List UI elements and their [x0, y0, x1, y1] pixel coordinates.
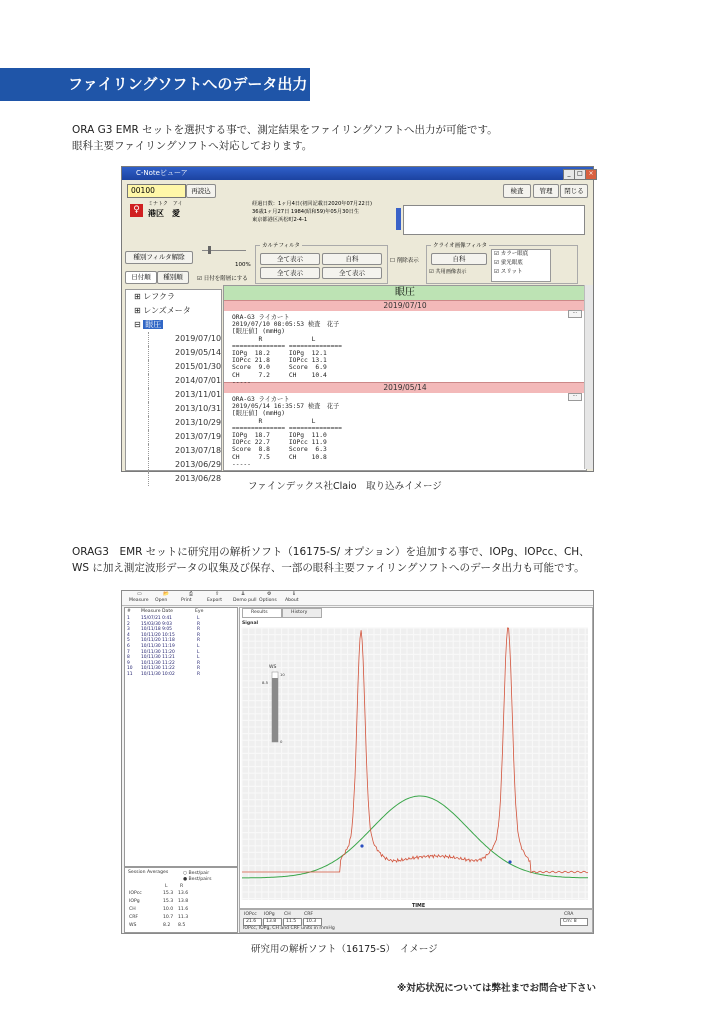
karte-self-button[interactable]: 自科	[322, 253, 382, 265]
tab-type-order[interactable]: 種別順	[157, 271, 189, 284]
karte-all-button-3[interactable]: 全て表示	[322, 267, 382, 279]
patient-info-line-2: 36歳1ヶ月27日 1984(昭和59)年05月30日生	[252, 209, 360, 215]
record-menu-icon[interactable]: ⋯	[568, 393, 582, 401]
analysis-software-screenshot	[121, 590, 594, 934]
measurement-cell: 6	[127, 644, 130, 649]
record-text: ORA-G3 ライカート 2019/05/14 16:35:57 検査 花子 [眼圧値] (mmHg) R L ============== ============== IOPg 18.7 IOPg 11.0 IOPcc 22.7 IOPcc 11.9 Score 8.8 Score 6.3 CH 7.5 CH 10.8 -----	[232, 396, 342, 468]
summary-value-field	[283, 918, 302, 926]
client-self-button[interactable]: 自科	[431, 253, 487, 265]
toolbar-button[interactable]	[284, 591, 308, 605]
patient-info-line-3: 東京都港区浜松町2-4-1	[252, 217, 308, 223]
avg-cell: IOPg	[129, 899, 140, 904]
delete-show-label: 削除表示	[396, 258, 419, 264]
summary-value: 10.3	[306, 919, 317, 924]
signal-label: Signal	[242, 621, 259, 626]
ws-gauge	[272, 672, 278, 742]
image-type-list[interactable]	[491, 249, 551, 282]
toolbar-button[interactable]	[258, 591, 282, 605]
tree-item-label: レンズメータ	[143, 306, 191, 315]
tree-item-label: 眼圧	[145, 320, 162, 329]
caption-analysis: 研究用の解析ソフト（16175-S） イメージ	[251, 944, 438, 955]
caption-claio: ファインデックス社Claio 取り込みイメージ	[248, 481, 442, 492]
summary-label: CRF	[304, 912, 314, 917]
measurement-cell: 10/11/30 11:21	[141, 655, 175, 661]
measurement-cell: R	[197, 666, 201, 672]
list-header-number: #	[127, 609, 131, 614]
toolbar-button-label: Open	[155, 598, 168, 603]
panel-scrollbar[interactable]	[584, 285, 593, 469]
window-title-bar	[122, 167, 593, 180]
zoom-slider-thumb[interactable]	[208, 246, 211, 254]
measurement-cell: 10	[127, 666, 133, 672]
measurement-cell: 5	[127, 638, 130, 644]
measurement-cell: 15/07/21 0:41	[141, 616, 172, 621]
ws-scale-value: 8.5	[262, 680, 269, 685]
avg-cell: CRF	[129, 915, 139, 920]
section-banner: ファイリングソフトへのデータ出力	[0, 68, 310, 101]
avg-option-1[interactable]: ○ Best/pair	[183, 871, 210, 876]
avg-cell: 10.7	[163, 915, 174, 920]
avg-cell: 13.6	[178, 891, 189, 896]
close-icon[interactable]: ×	[585, 169, 597, 180]
avg-col-left: L	[165, 884, 168, 889]
measurement-cell: 10/11/20 11:18	[141, 638, 175, 644]
record-date-header: 2019/07/10	[224, 300, 586, 311]
analysis-toolbar	[122, 591, 593, 606]
status-note: IOPcc, IOPg, CH and CRF units in mmHg	[243, 926, 335, 931]
measurement-cell: 10/11/30 11:20	[141, 649, 175, 655]
patient-gender-icon: ♀	[130, 204, 143, 217]
image-type-label: カラー眼底	[500, 251, 529, 257]
avg-cell: 10.0	[163, 907, 174, 912]
cra-value: Cm: 8	[563, 919, 577, 924]
results-summary-bar	[239, 909, 593, 933]
window-title: C-Noteビューア	[136, 169, 188, 177]
maximize-icon[interactable]: □	[574, 169, 586, 180]
ws-scale-bottom: 0	[280, 739, 283, 744]
measurement-cell: R	[197, 660, 201, 666]
section2-line-1: ORAG3 EMR セットに研究用の解析ソフト（16175-S/ オプション）を追加する事で、IOPg、IOPcc、CH、	[72, 546, 590, 558]
tab-history[interactable]	[282, 608, 322, 618]
patient-info-line-1: 経過日数：1ヶ月4日(初回記載日2020年07月22日)	[252, 201, 373, 207]
date-priority-checkbox[interactable]: ☑ 日付を階層にする	[197, 276, 248, 282]
intro-line-2: 眼科主要ファイリングソフトへ対応しております。	[72, 140, 313, 152]
toolbar-icon: ℹ	[293, 591, 295, 597]
measurement-cell: L	[197, 616, 200, 621]
image-type-label: スリット	[500, 269, 523, 275]
image-type-item[interactable]: ☑ スリット	[494, 269, 523, 275]
summary-value: 21.6	[246, 919, 257, 924]
record-tree[interactable]	[125, 289, 222, 483]
measurement-cell: 10/11/20 10:15	[141, 632, 175, 638]
tree-date-item[interactable]: 2013/10/29	[148, 416, 221, 430]
list-header-date: Measure Date	[141, 609, 173, 614]
karte-all-button-1[interactable]: 全て表示	[260, 253, 320, 265]
measurement-cell: 10/11/30 11:19	[141, 644, 175, 649]
patient-id-field[interactable]: 00100	[127, 184, 186, 198]
toolbar-button-label: Measure	[129, 598, 149, 603]
reload-button[interactable]: 再読込	[186, 184, 216, 198]
averages-title: Session Averages	[128, 870, 169, 875]
avg-option-label: Best/pairs	[188, 877, 212, 882]
filter-release-button[interactable]: 種別フィルタ解除	[125, 251, 193, 264]
toolbar-icon: ⎙	[189, 591, 194, 597]
summary-label: IOPcc	[244, 912, 257, 917]
avg-col-right: R	[180, 884, 184, 889]
client-filter-title: クライオ画像フィルタ	[433, 243, 488, 249]
toolbar-button-label: About	[285, 598, 299, 603]
measurement-cell: R	[197, 672, 201, 677]
record-text: ORA-G3 ライカート 2019/07/10 08:05:53 検査 花子 [眼圧値] (mmHg) R L ============== ============== IOPg 18.2 IOPg 12.1 IOPcc 21.8 IOPcc 13.1 Score 9.0 Score 6.9 CH 7.2 CH 10.4 -----	[232, 314, 342, 386]
client-filter-group	[426, 245, 578, 284]
patient-name: 港区 愛	[148, 209, 180, 218]
toolbar-button[interactable]	[154, 591, 178, 605]
tree-date-item[interactable]: 2014/07/01	[148, 374, 221, 388]
toolbar-button[interactable]	[206, 591, 230, 605]
image-type-item[interactable]: ☑ 蛍光眼底	[494, 260, 523, 266]
date-priority-label: 日付を階層にする	[203, 276, 248, 282]
avg-cell: 13.8	[178, 899, 189, 904]
tree-date-item[interactable]: 2019/07/10	[148, 332, 221, 346]
toolbar-icon: ⇪	[215, 591, 220, 597]
tree-date-item[interactable]: 2013/07/19	[148, 430, 221, 444]
measurement-cell: 15/03/30 9:03	[141, 621, 172, 627]
peak-marker	[508, 860, 511, 863]
avg-cell: 15.3	[163, 891, 174, 896]
tree-date-item[interactable]: 2013/07/18	[148, 444, 221, 458]
tree-date-item[interactable]: 2013/11/01	[148, 388, 221, 402]
measurement-cell: 9	[127, 660, 130, 666]
ws-label: WS	[269, 665, 277, 670]
measurement-cell: 10/11/30 10:02	[141, 672, 175, 677]
record-panel	[223, 285, 587, 471]
zoom-level: 100%	[235, 262, 251, 268]
avg-cell: 11.6	[178, 907, 189, 912]
tree-item[interactable]: ⊞ レフクラ	[134, 292, 176, 301]
measurement-cell: R	[197, 638, 201, 644]
delete-show-checkbox[interactable]: ☐ 削除表示	[390, 258, 419, 264]
section2-line-2: WS に加え測定波形データの収集及び保存、一部の眼科主要ファイリングソフトへのデータ出力も可能です。	[72, 562, 585, 574]
toolbar-icon: ⇊	[241, 591, 246, 597]
toolbar-button[interactable]	[232, 591, 256, 605]
toolbar-button-label: Options	[259, 598, 277, 603]
peak-marker	[360, 844, 363, 847]
tree-item[interactable]: ⊞ レンズメータ	[134, 306, 191, 315]
image-type-label: 蛍光眼底	[500, 260, 523, 266]
avg-option-label: Best/pair	[188, 871, 210, 876]
claio-viewer-screenshot	[121, 166, 594, 483]
waveform-plot	[240, 626, 592, 908]
shared-image-label: 共用画像表示	[435, 269, 467, 275]
measurement-cell: 2	[127, 621, 130, 627]
avg-option-2[interactable]: ● Best/pairs	[183, 877, 212, 882]
toolbar-button[interactable]	[128, 591, 152, 605]
tree-date-item[interactable]: 2019/05/14	[148, 346, 221, 360]
measurement-cell: 7	[127, 649, 130, 655]
tab-date-order[interactable]: 日付順	[125, 271, 157, 284]
toolbar-button-label: Print	[181, 598, 192, 603]
summary-label: CH	[284, 912, 291, 917]
measurement-cell: 1	[127, 616, 130, 621]
ws-gauge-fill	[272, 678, 278, 742]
tab-history-label: History	[291, 610, 308, 615]
karte-all-button-2[interactable]: 全て表示	[260, 267, 320, 279]
toolbar-icon: ▭	[137, 591, 142, 597]
measurement-cell: 10/11/30 11:22	[141, 660, 175, 666]
toolbar-button-label: Export	[207, 598, 223, 603]
ws-scale-top: 10	[280, 672, 285, 677]
toolbar-icon: ⚙	[267, 591, 272, 597]
measurement-cell: 11	[127, 672, 133, 677]
measurement-cell: 10/11/18 9:05	[141, 627, 172, 633]
toolbar-button[interactable]	[180, 591, 204, 605]
list-header-eye: Eye	[195, 609, 204, 614]
measurement-cell: 8	[127, 655, 130, 661]
shared-image-checkbox[interactable]: ☑ 共用画像表示	[429, 269, 467, 275]
tree-item-selected[interactable]: ⊟ 眼圧	[134, 320, 162, 329]
avg-cell: 11.3	[178, 915, 189, 920]
measurement-cell: R	[197, 632, 201, 638]
measurement-cell: R	[197, 621, 201, 627]
inspect-button[interactable]: 検査	[503, 184, 531, 198]
avg-cell: IOPcc	[129, 891, 142, 896]
tree-date-item[interactable]: 2013/06/29	[148, 458, 221, 472]
footer-note: ※対応状況については弊社までお問合せ下さい	[397, 983, 597, 994]
image-type-item[interactable]: ☑ カラー眼底	[494, 251, 529, 257]
toolbar-icon: 📂	[163, 591, 170, 597]
memo-box[interactable]	[403, 205, 585, 235]
measurement-cell: R	[197, 627, 201, 633]
close-button[interactable]: 閉じる	[560, 184, 588, 198]
karte-filter-group	[255, 245, 388, 284]
intro-line-1: ORA G3 EMR セットを選択する事で、測定結果をファイリングソフトへ出力が可能です。	[72, 124, 498, 136]
tab-results[interactable]	[242, 608, 282, 618]
measurement-cell: L	[197, 649, 200, 655]
summary-value: 11.5	[286, 919, 297, 924]
summary-value-field	[263, 918, 282, 926]
time-axis-label: TIME	[412, 904, 426, 909]
record-menu-icon[interactable]: ⋯	[568, 310, 582, 318]
tree-date-item[interactable]: 2013/10/31	[148, 402, 221, 416]
measurement-cell: 10/11/30 11:22	[141, 666, 175, 672]
summary-value-field	[243, 918, 262, 926]
avg-cell: WS	[129, 923, 137, 928]
summary-value-field	[303, 918, 322, 926]
measurement-cell: 4	[127, 632, 130, 638]
avg-cell: 8.5	[178, 923, 186, 928]
tab-results-label: Results	[251, 610, 268, 615]
summary-value: 13.8	[266, 919, 277, 924]
memo-marker	[396, 208, 401, 230]
tree-item-label: レフクラ	[143, 292, 176, 301]
measurement-list[interactable]	[124, 607, 238, 867]
summary-label: IOPg	[264, 912, 275, 917]
patient-kana: ミナトク アイ	[148, 201, 183, 207]
measurement-cell: L	[197, 644, 200, 649]
tree-date-item[interactable]: 2015/01/30	[148, 360, 221, 374]
avg-cell: 8.2	[163, 923, 171, 928]
karte-filter-title: カルテフィルタ	[262, 243, 300, 249]
measurement-cell: 3	[127, 627, 130, 633]
tree-date-item[interactable]: 2013/06/28	[148, 472, 221, 486]
cra-field[interactable]	[560, 918, 588, 926]
avg-cell: CH	[129, 907, 136, 912]
measurement-cell: L	[197, 655, 200, 661]
avg-cell: 15.3	[163, 899, 174, 904]
session-averages-panel	[124, 867, 238, 933]
cra-label: CRA	[564, 912, 574, 917]
minimize-icon[interactable]: _	[563, 169, 575, 180]
record-date-header: 2019/05/14	[224, 382, 586, 393]
manage-button[interactable]: 管理	[533, 184, 559, 198]
panel-title: 眼圧	[224, 286, 586, 300]
results-pane	[239, 607, 593, 909]
toolbar-button-label: Demo pull	[233, 598, 257, 603]
